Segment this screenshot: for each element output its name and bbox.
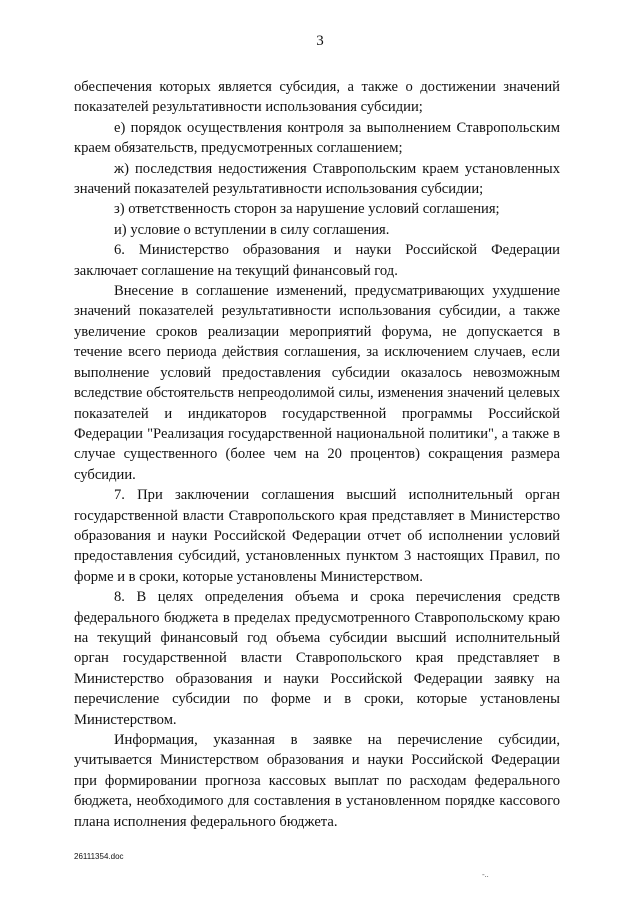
paragraph-clause-8-information: Информация, указанная в заявке на перечисление субсидии, учитывается Министерством образования и науки Российской Федерации при формировании прогноза кассовых выплат по расходам федерального бюджета, необходимого для составления в установленном порядке кассового плана исполнения федерального бюджета. [74,732,560,830]
scan-mark: -.. [482,870,489,879]
paragraph-item-e: е) порядок осуществления контроля за выполнением Ставропольским краем обязательств, предусмотренных соглашением; [74,119,560,157]
paragraph-item-i: и) условие о вступлении в силу соглашения. [114,221,390,238]
paragraph-clause-8: 8. В целях определения объема и срока перечисления средств федерального бюджета в пределах предусмотренного Ставропольскому краю на текущий финансовый год объема субсидии высший исполнительный орган государственной власти Ставропольского края представляет в Министерство образования и науки Российской Федерации заявку на перечисление субсидии по форме и в сроки, которые установлены Министерством. [74,589,560,728]
paragraph-clause-6-amendments: Внесение в соглашение изменений, предусматривающих ухудшение значений показателей результативности использования субсидии, а также увеличение сроков реализации мероприятий форума, не допускается в течение всего периода действия соглашения, за исключением случаев, если выполнение условий предоставления субсидии оказалось невозможным вследствие обстоятельств непреодолимой силы, изменения значений целевых показателей и индикаторов государственной программы Российской Федерации "Реализация государственной национальной политики", а также в случае существенного (более чем на 20 процентов) сокращения размера субсидии. [74,283,560,483]
document-body [74,77,560,832]
paragraph-continuation: обеспечения которых является субсидия, а также о достижении значений показателей результативности использования субсидии; [74,79,560,116]
paragraph-clause-6: 6. Министерство образования и науки Российской Федерации заключает соглашение на текущий финансовый год. [74,242,560,279]
footer-filename: 26111354.doc [74,852,124,861]
paragraph-item-z: з) ответственность сторон за нарушение условий соглашения; [114,201,500,218]
paragraph-item-zh: ж) последствия недостижения Ставропольским краем установленных значений показателей результативности использования субсидии; [74,160,560,198]
paragraph-clause-7: 7. При заключении соглашения высший исполнительный орган государственной власти Ставропольского края представляет в Министерство образования и науки Российской Федерации отчет об исполнении условий предоставления субсидий, установленных пунктом 3 настоящих Правил, по форме и в сроки, которые установлены Министерством. [74,487,560,585]
page-number: 3 [316,33,324,49]
